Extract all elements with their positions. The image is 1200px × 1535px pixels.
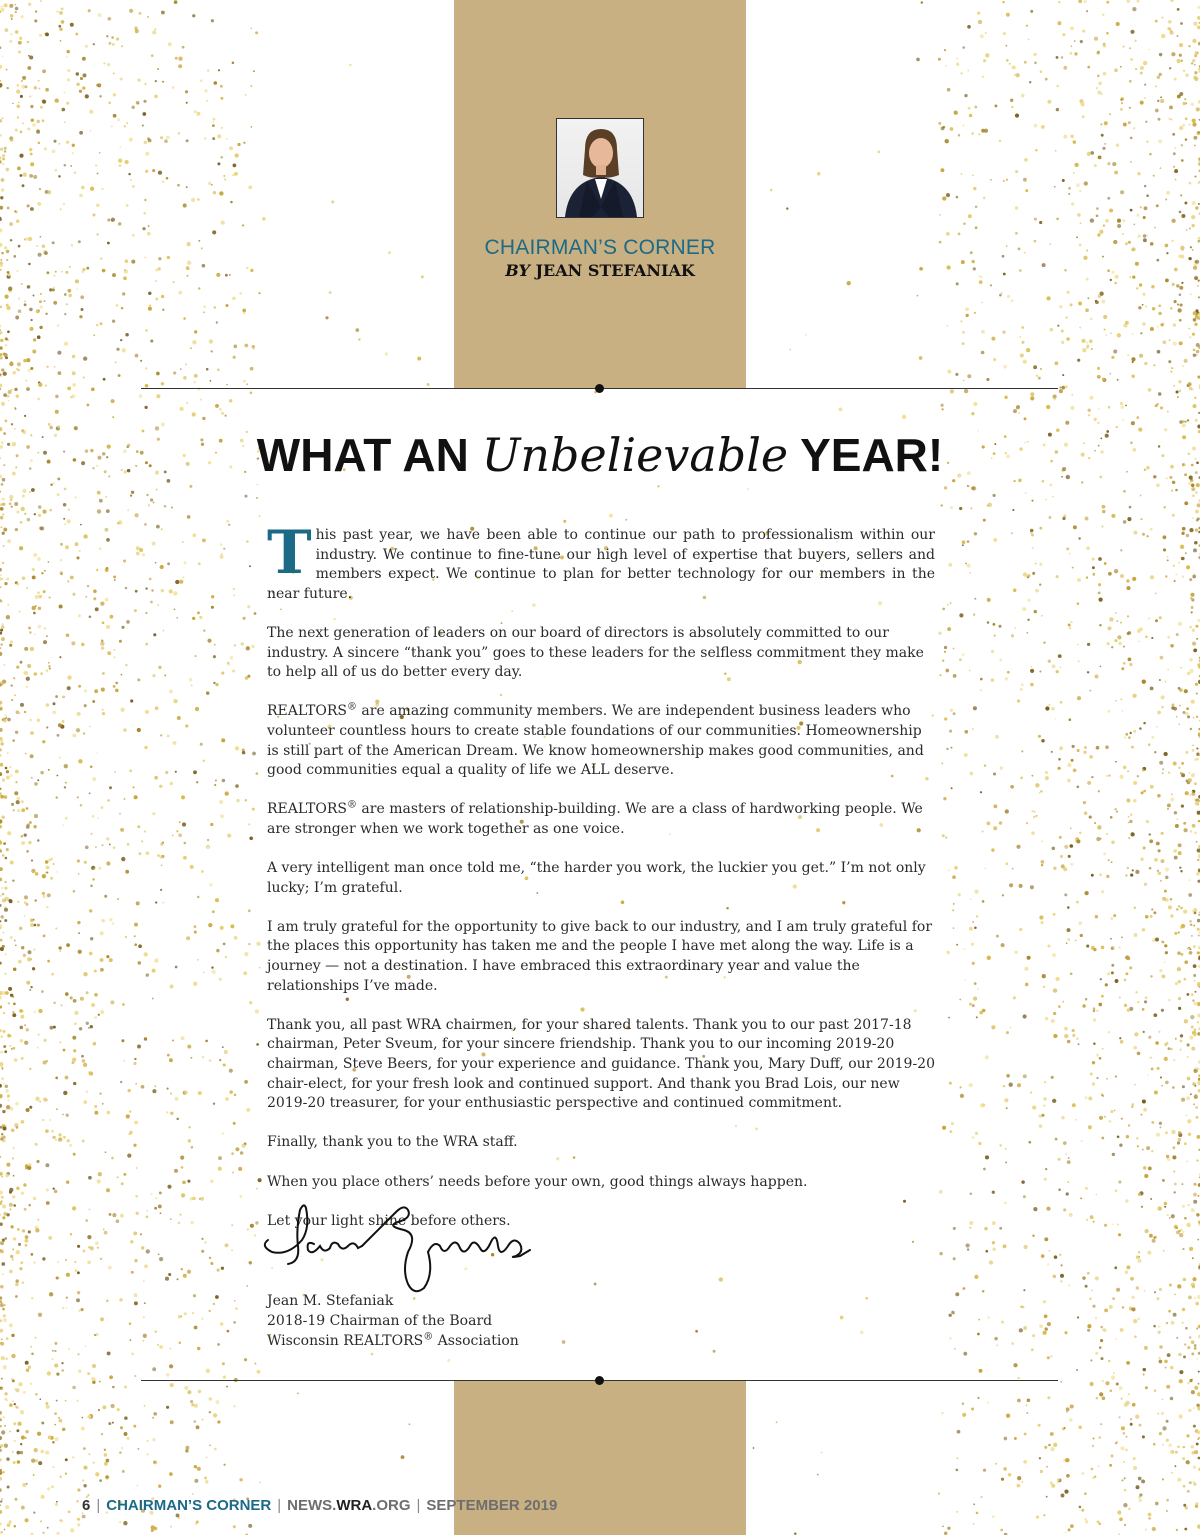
handwritten-signature (258, 1200, 538, 1300)
org-name: Wisconsin REALTORS (267, 1332, 424, 1349)
byline-author: JEAN STEFANIAK (535, 261, 695, 280)
top-divider-dot (595, 384, 604, 393)
page-footer (82, 1497, 557, 1514)
org-registered-mark: ® (423, 1330, 434, 1342)
paragraph-3-text: are amazing community members. We are independent business leaders who volunteer countless hours to create stable foundations of our communities. Homeownership is still part of the American Dream. We know homeownership makes good communities, and good communities equal a quality of life we ALL deserve. (267, 703, 924, 779)
paragraph-10: Let your light shine before others. (267, 1212, 511, 1229)
column-title: CHAIRMAN’S CORNER (484, 236, 716, 259)
realtors-word: REALTORS (267, 801, 347, 818)
footer-section: CHAIRMAN’S CORNER (106, 1497, 272, 1514)
registered-mark: ® (346, 701, 357, 713)
article-headline (0, 428, 1200, 482)
headline-part-3: YEAR! (788, 429, 944, 481)
paragraph-1-text: his past year, we have been able to continue our path to professionalism within our industry. We continue to fine-tune our high level of expertise that buyers, sellers and members expect. We continue to plan for better technology for our members in the near future. (267, 527, 935, 602)
paragraph-4 (267, 800, 935, 839)
article-body (267, 518, 935, 1251)
paragraph-8: Finally, thank you to the WRA staff. (267, 1134, 518, 1151)
column-byline (454, 261, 746, 280)
headline-part-2: Unbelievable (481, 428, 789, 482)
drop-cap: T (267, 518, 312, 588)
paragraph-3 (267, 702, 935, 780)
paragraph-7: Thank you, all past WRA chairmen, for your shared talents. Thank you to our past 2017-18 chairman, Peter Sveum, for your sincere friendship. Thank you to our incoming 2019-20 chairman, Steve Beers, for your experience and guidance. Thank you, Mary Duff, our 2019-20 chair-elect, for your fresh look and continued support. And thank you Brad Lois, our new 2019-20 treasurer, for your enthusiastic perspective and continued commitment. (267, 1016, 935, 1112)
footer-issue: SEPTEMBER 2019 (426, 1497, 558, 1514)
footer-site-suffix: .ORG (372, 1497, 411, 1514)
paragraph-4-text: are masters of relationship-building. We are a class of hardworking people. We are stronger when we work together as one voice. (267, 801, 923, 837)
paragraph-9: When you place others’ needs before your own, good things always happen. (267, 1173, 808, 1190)
signoff-name: Jean M. Stefaniak (267, 1293, 394, 1309)
author-portrait (556, 118, 644, 218)
footer-site-name: WRA (336, 1497, 373, 1514)
headline-part-1: WHAT AN (256, 429, 482, 481)
registered-mark: ® (346, 799, 357, 811)
footer-separator: | (277, 1497, 282, 1514)
paragraph-2: The next generation of leaders on our board of directors is absolutely committed to our industry. A sincere “thank you” goes to these leaders for the selfless commitment they make to help all of us do better every day. (267, 624, 924, 681)
signoff-block (267, 1292, 519, 1351)
org-suffix: Association (433, 1332, 519, 1349)
footer-site-prefix: NEWS. (287, 1497, 337, 1514)
byline-by: BY (505, 261, 530, 280)
signoff-organization (267, 1332, 519, 1352)
bottom-divider-dot (595, 1376, 604, 1385)
paragraph-5: A very intelligent man once told me, “the harder you work, the luckier you get.” I’m not only lucky; I’m grateful. (267, 860, 926, 896)
paragraph-1 (267, 518, 935, 604)
signoff-role: 2018-19 Chairman of the Board (267, 1312, 493, 1329)
realtors-word: REALTORS (267, 703, 347, 720)
page-number: 6 (82, 1497, 91, 1514)
footer-separator: | (96, 1497, 101, 1514)
footer-separator: | (416, 1497, 421, 1514)
paragraph-6: I am truly grateful for the opportunity to give back to our industry, and I am truly grateful for the places this opportunity has taken me and the people I have met along the way. Life is a journey — not a destination. I have embraced this extraordinary year and value the relationships I’ve made. (267, 918, 933, 994)
